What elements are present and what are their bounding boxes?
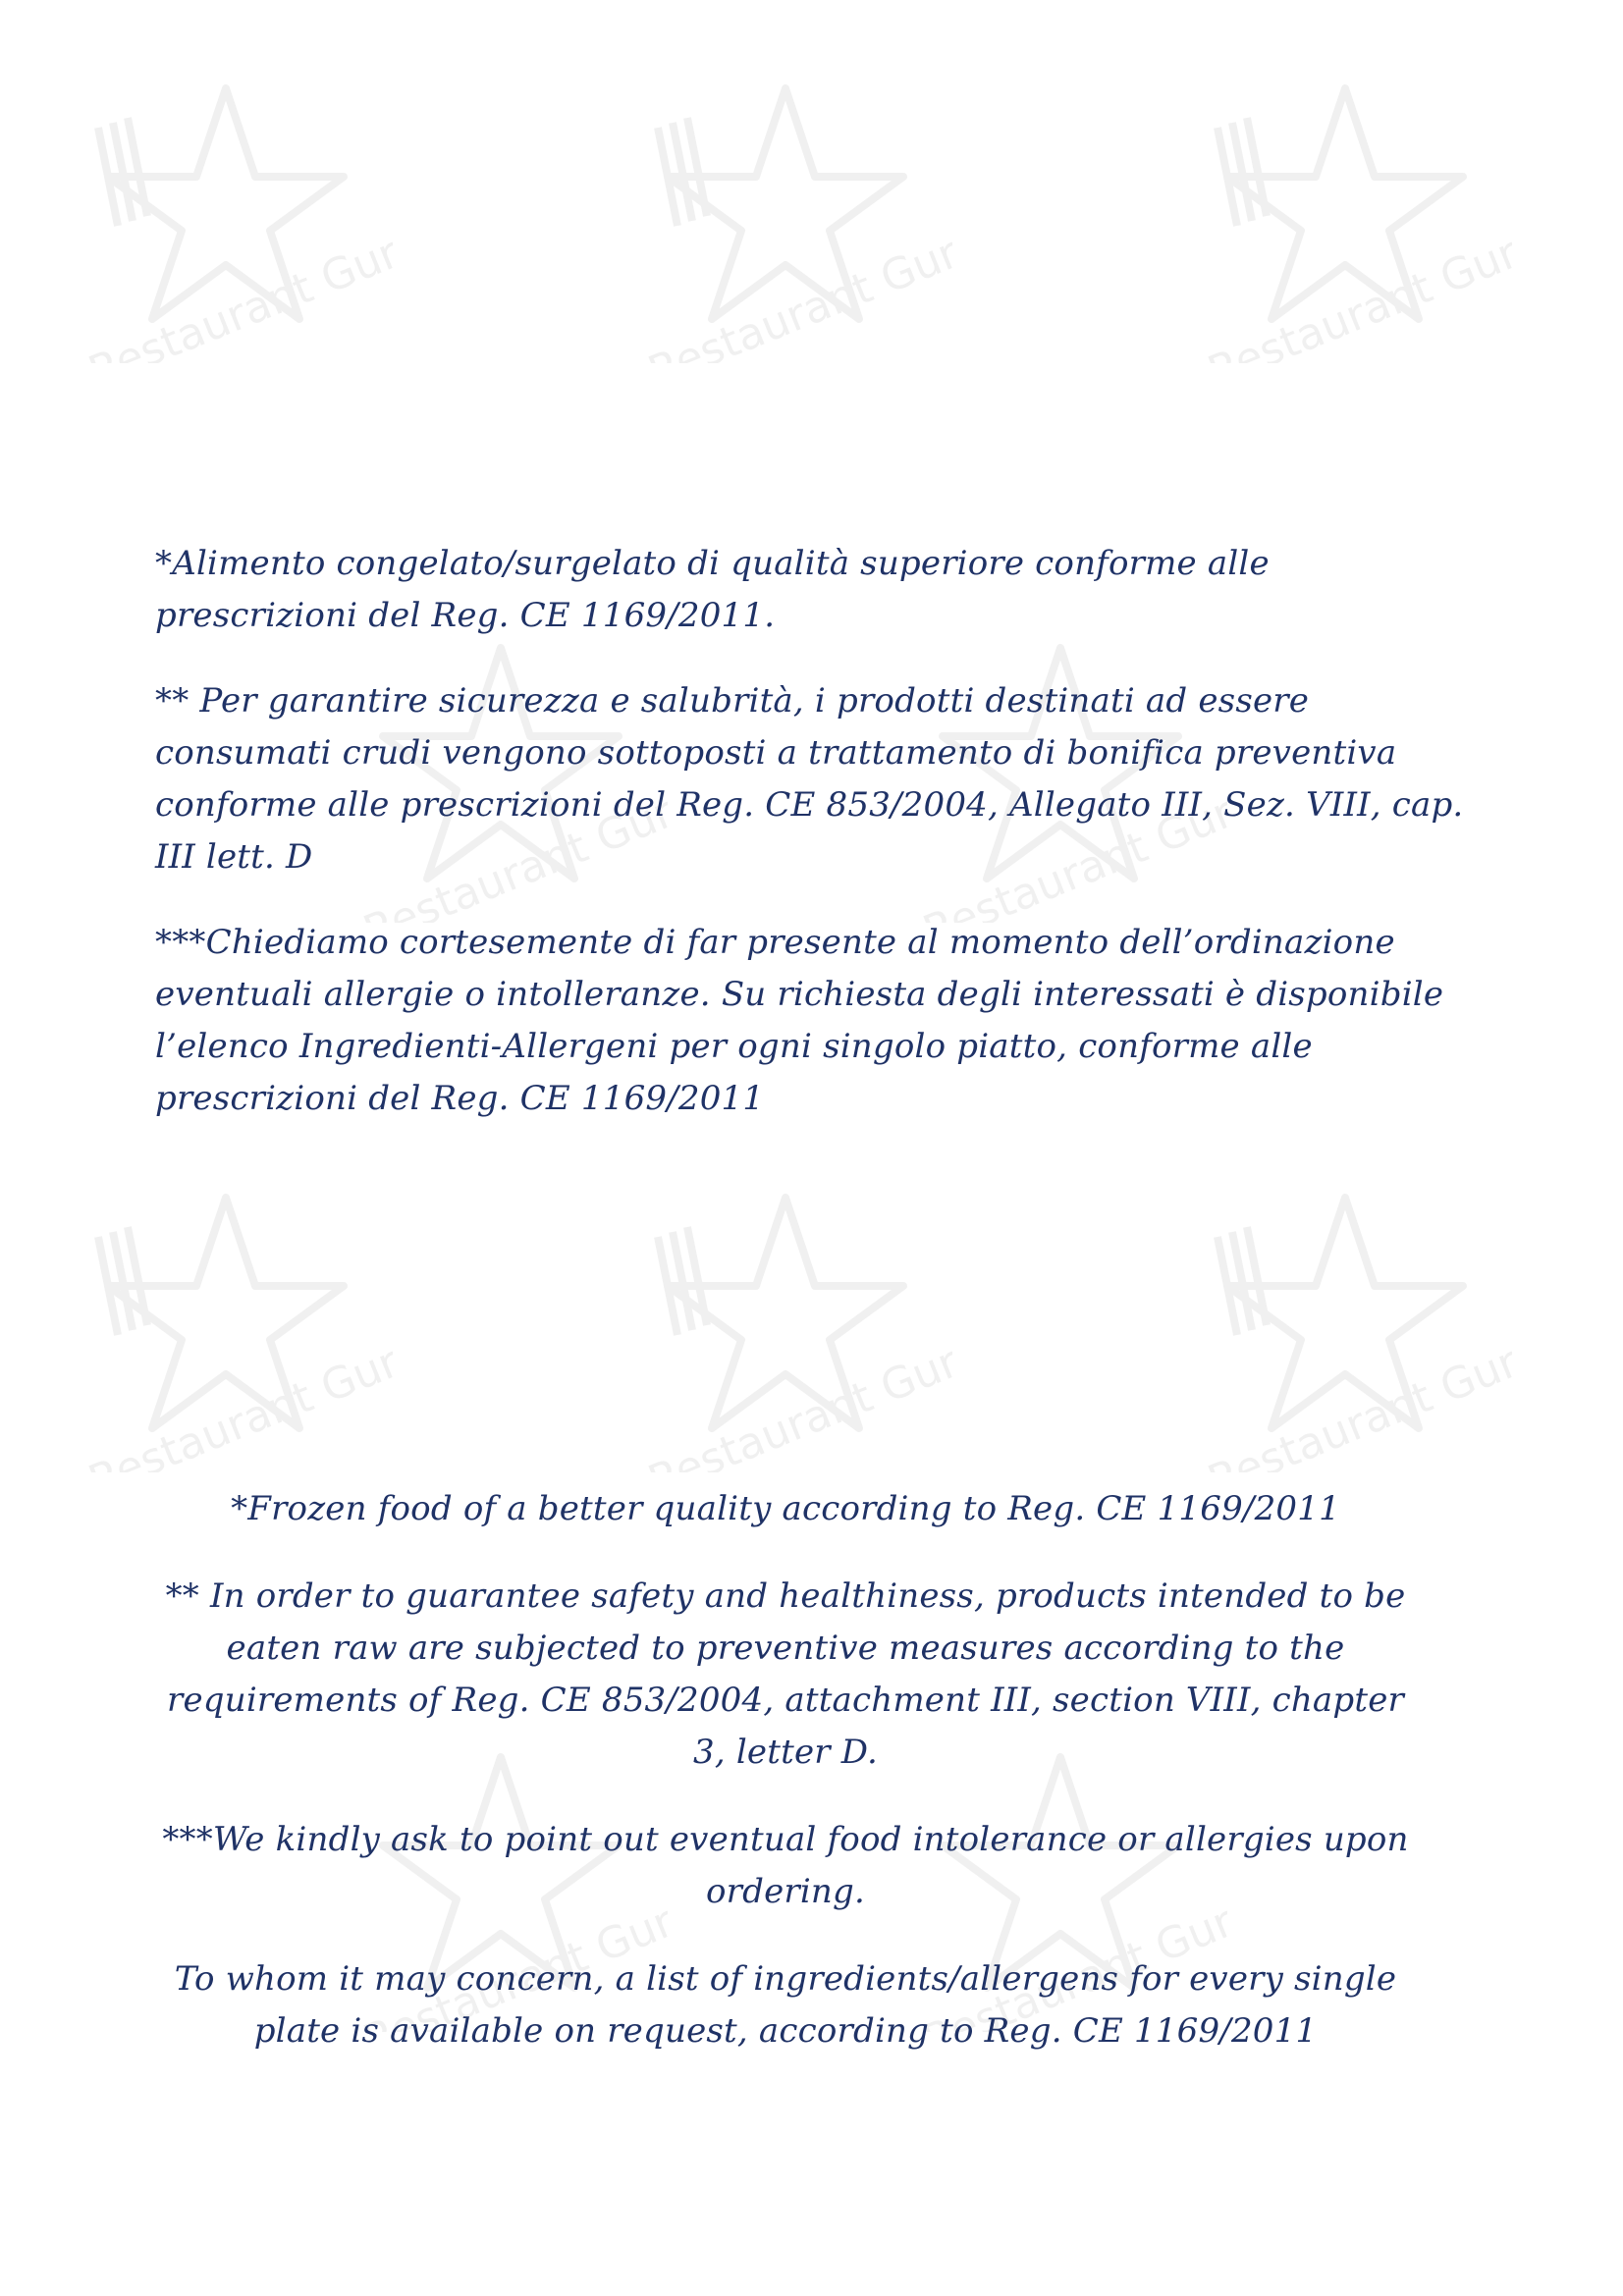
fork-star-icon (59, 1178, 393, 1472)
watermark-text: Restaurant Guru (916, 1886, 1227, 2032)
watermark-logo (59, 69, 393, 363)
fork-star-icon (1178, 1178, 1512, 1472)
italian-note-allergies: ***Chiediamo cortesemente di far presente al momento dell’ordinazione eventuali allergie o intolleranze. Su richiesta degli interessati è disponibile l’elenco Ingredienti-Allergeni per ogni singolo piatto, conforme alle prescrizioni del Reg. CE 1169/2011 (155, 923, 1444, 1118)
watermark-logo (1178, 1178, 1512, 1472)
italian-note-raw-products: ** Per garantire sicurezza e salubrità, i prodotti destinati ad essere consumati crudi vengono sottoposti a trattamento di bonifica preventiva conforme alle prescrizioni del Reg. CE 853/2004, Allegato III, Sez. VIII, cap. III lett. D (155, 681, 1464, 877)
fork-star-icon (619, 1178, 952, 1472)
watermark-logo (619, 1178, 952, 1472)
fork-star-icon (619, 69, 952, 363)
watermark-text: Restaurant Guru (356, 776, 668, 923)
watermark-text: Restaurant Guru (356, 1886, 668, 2032)
watermark-text: Restaurant Guru (1201, 1326, 1512, 1472)
watermark-text: Restaurant Guru (641, 217, 952, 363)
watermark-text: Restaurant Guru (81, 1326, 393, 1472)
english-note-ingredients-list: To whom it may concern, a list of ingredients/allergens for every single plate is available on request, according to Reg. CE 1169/2011 (174, 1959, 1397, 2051)
fork-star-icon (59, 69, 393, 363)
english-note-raw-products: ** In order to guarantee safety and healthiness, products intended to be eaten raw are subjected to preventive measures according to the requirements of Reg. CE 853/2004, attachment III, section VIII, chapter 3, letter D. (165, 1576, 1406, 1772)
english-note-frozen: *Frozen food of a better quality according to Reg. CE 1169/2011 (231, 1489, 1340, 1528)
watermark-logo (59, 1178, 393, 1472)
watermark-logo (1178, 69, 1512, 363)
watermark-text: Restaurant Guru (81, 217, 393, 363)
italian-note-frozen: *Alimento congelato/surgelato di qualità superiore conforme alle prescrizioni del Reg. CE 1169/2011. (155, 544, 1270, 635)
watermark-text: Restaurant Guru (641, 1326, 952, 1472)
english-notes (147, 1483, 1424, 2093)
english-note-allergies: ***We kindly ask to point out eventual food intolerance or allergies upon ordering. (162, 1820, 1409, 1911)
italian-notes (155, 538, 1471, 1158)
fork-star-icon (1178, 69, 1512, 363)
watermark-text: Restaurant Guru (1201, 217, 1512, 363)
watermark-text: Restaurant Guru (916, 776, 1227, 923)
watermark-logo (619, 69, 952, 363)
